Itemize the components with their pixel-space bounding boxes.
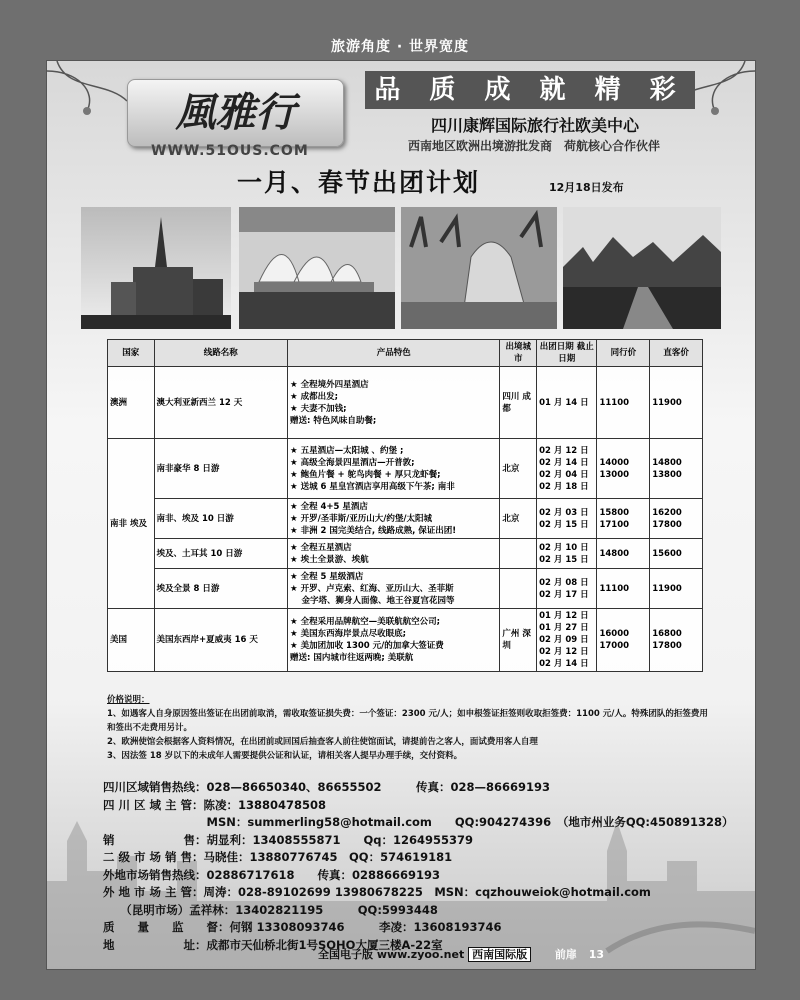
route-cell: 南非、埃及 10 日游 — [154, 499, 287, 539]
feature-line: ★ 开罗、卢克索、红海、亚历山大、圣菲斯 — [289, 583, 454, 594]
trade-price-cell: 15800 17100 — [597, 499, 650, 539]
feature-line: ★ 全程 5 星级酒店 — [289, 571, 364, 582]
contact-line: 二 级 市 场 销 售：马晓佳：13880776745 QQ：574619181 — [103, 850, 453, 864]
table-row — [108, 609, 703, 672]
feature-line: ★ 送城 6 星皇宫酒店享用高级下午茶; 南非 — [289, 481, 455, 492]
feature-line: ★ 成都出发; — [289, 391, 338, 402]
retail-price-cell: 15600 — [650, 539, 703, 569]
price-notes — [107, 693, 715, 763]
retail-price-cell: 16800 17800 — [650, 609, 703, 672]
feature-line: ★ 全程五星酒店 — [289, 542, 352, 553]
country-cell: 澳洲 — [108, 367, 155, 439]
trade-price-cell: 11100 — [597, 367, 650, 439]
feature-line: 赠送: 国内城市往返两晚; 美联航 — [289, 653, 414, 663]
feature-line: ★ 全程采用品牌航空—美联航航空公司; — [289, 617, 440, 627]
feature-line: ★ 全程 4+5 星酒店 — [289, 501, 368, 512]
feature-line: 金字塔、狮身人面像、地王谷夏宫花园等 — [289, 595, 455, 606]
dates-cell: 02 月 12 日 02 月 14 日 02 月 04 日 02 月 18 日 — [537, 439, 597, 499]
top-band — [0, 0, 800, 60]
route-cell: 埃及全景 8 日游 — [154, 569, 287, 609]
feature-line: ★ 美国东西海岸景点尽收眼底; — [289, 629, 406, 639]
footer-label: 全国电子版 — [318, 948, 373, 961]
footer-brand: 西南国际版 — [468, 947, 531, 962]
price-note-item: 1、如遇客人自身原因签出签证在出团前取消，需收取签证损失费：一个签证：2300 元/人；如申根签证拒签则收取拒签费：1100 元/人。特殊团队的拒签费用和签出不走费用另计。 — [107, 709, 708, 733]
retail-price-cell: 14800 13800 — [650, 439, 703, 499]
route-cell: 南非豪华 8 日游 — [154, 439, 287, 499]
brand-url[interactable]: WWW.51OUS.COM — [151, 143, 309, 159]
contact-line: 外 地 市 场 主 管：周涛：028-89102699 13980678225 MSN：cqzhouweiok@hotmail.com — [103, 885, 651, 899]
city-cell: 广州 深圳 — [500, 609, 537, 672]
feature-line: ★ 开罗/圣菲斯/亚历山大/约堡/太阳城 — [289, 513, 432, 524]
brochure-page — [46, 60, 756, 970]
feature-line: ★ 高级全海景四星酒店—开普敦; — [289, 457, 415, 468]
contact-line: （昆明市场）孟祥林：13402821195 QQ:5993448 — [103, 902, 438, 917]
table-row — [108, 539, 703, 569]
company-name: 四川康辉国际旅行社欧美中心 — [430, 116, 639, 135]
feature-line: ★ 美加团加收 1300 元/的加拿大签证费 — [289, 641, 444, 651]
features-cell — [287, 539, 499, 569]
table-header-row — [108, 340, 703, 367]
trade-price-cell: 11100 — [597, 569, 650, 609]
table-row — [108, 367, 703, 439]
header-features: 产品特色 — [287, 340, 499, 367]
page-number: 13 — [588, 948, 605, 961]
contact-block — [103, 779, 743, 954]
features-cell — [287, 439, 499, 499]
brand-logo: 風雅行 — [127, 79, 344, 147]
feature-line: ★ 夫妻不加钱; — [289, 403, 347, 414]
feature-line: ★ 埃土全景游、埃航 — [289, 554, 369, 565]
city-cell — [500, 539, 537, 569]
trade-price-cell: 14800 — [597, 539, 650, 569]
retail-price-cell: 16200 17800 — [650, 499, 703, 539]
table-row — [108, 569, 703, 609]
contact-line: 地 址：成都市天仙桥北街1号SOHO大厦三楼A-22室 — [103, 937, 443, 952]
tour-table — [107, 339, 703, 672]
header-country: 国家 — [108, 340, 155, 367]
sphinx-photo — [401, 207, 557, 329]
corner-ornament-left — [47, 61, 137, 121]
contact-line: 质 量 监 督：何钢 13308093746 李凌：13608193746 — [103, 920, 502, 934]
header-city: 出境城市 — [500, 340, 537, 367]
header-retail-price: 直客价 — [650, 340, 703, 367]
footer — [318, 946, 718, 962]
feature-line: ★ 全程境外四星酒店 — [289, 379, 369, 390]
dates-cell: 01 月 14 日 — [537, 367, 597, 439]
cathedral-photo — [81, 207, 231, 329]
contact-line: 外地市场销售热线：02886717618 传真：02886669193 — [103, 867, 441, 882]
city-cell: 北京 — [500, 439, 537, 499]
feature-line: ★ 非洲 2 国完美结合, 线路成熟, 保证出团! — [289, 525, 457, 536]
header-trade-price: 同行价 — [597, 340, 650, 367]
features-cell — [287, 569, 499, 609]
price-notes-heading: 价格说明： — [107, 695, 150, 705]
header-route: 线路名称 — [154, 340, 287, 367]
city-cell — [500, 569, 537, 609]
features-cell — [287, 499, 499, 539]
footer-url[interactable]: www.zyoo.net — [376, 948, 465, 961]
header-slogan: 旅游角度 · 世界宽度 — [330, 39, 470, 55]
feature-line: ★ 五星酒店—太阳城 、约堡 ; — [289, 445, 404, 456]
canyon-road-photo — [563, 207, 721, 329]
retail-price-cell: 11900 — [650, 569, 703, 609]
opera-house-photo — [239, 207, 395, 329]
country-cell: 美国 — [108, 609, 155, 672]
features-cell — [287, 609, 499, 672]
plan-title: 一月、春节出团计划 — [237, 168, 481, 197]
contact-line: 四 川 区 域 主 管：陈凌：13880478508 — [103, 797, 327, 812]
footer-section: 前扉 — [554, 948, 577, 961]
contact-line: 销 售：胡显利：13408555871 Qq：1264955379 — [103, 832, 474, 847]
city-cell: 北京 — [500, 499, 537, 539]
contact-line: MSN：summerling58@hotmail.com QQ:904274396 （地市州业务QQ:450891328） — [103, 815, 734, 829]
route-cell: 埃及、土耳其 10 日游 — [154, 539, 287, 569]
table-row — [108, 439, 703, 499]
retail-price-cell: 11900 — [650, 367, 703, 439]
features-cell — [287, 367, 499, 439]
headline-banner: 品 质 成 就 精 彩 — [365, 71, 695, 109]
company-tagline: 西南地区欧洲出境游批发商 荷航核心合作伙伴 — [407, 139, 660, 153]
dates-cell: 01 月 12 日 01 月 27 日 02 月 09 日 02 月 12 日 02 月 14 日 — [537, 609, 597, 672]
price-note-item: 2、欧洲使馆会根据客人资料情况，在出团前或回国后抽查客人前往使馆面试，请提前告之客人，面试费用客人自理 — [107, 737, 538, 747]
dates-cell: 02 月 03 日 02 月 15 日 — [537, 499, 597, 539]
dates-cell: 02 月 10 日 02 月 15 日 — [537, 539, 597, 569]
header-dates: 出团日期 截止日期 — [537, 340, 597, 367]
feature-line: 赠送: 特色风味自助餐; — [289, 415, 377, 426]
trade-price-cell: 14000 13000 — [597, 439, 650, 499]
city-cell: 四川 成都 — [500, 367, 537, 439]
table-row — [108, 499, 703, 539]
contact-line: 四川区域销售热线：028—86650340、86655502 传真：028—86669193 — [103, 780, 551, 794]
route-cell: 澳大利亚新西兰 12 天 — [154, 367, 287, 439]
route-cell: 美国东西岸+夏威夷 16 天 — [154, 609, 287, 672]
feature-line: ★ 鲍鱼片餐 + 鸵鸟肉餐 + 厚只龙虾餐; — [289, 469, 441, 480]
country-cell: 南非 埃及 — [108, 439, 155, 609]
trade-price-cell: 16000 17000 — [597, 609, 650, 672]
plan-publish-date: 12月18日发布 — [549, 181, 624, 194]
price-note-item: 3、因法签 18 岁以下的未成年人需要提供公证和认证，请相关客人提早办理手续，交付资料。 — [107, 751, 463, 761]
dates-cell: 02 月 08 日 02 月 17 日 — [537, 569, 597, 609]
